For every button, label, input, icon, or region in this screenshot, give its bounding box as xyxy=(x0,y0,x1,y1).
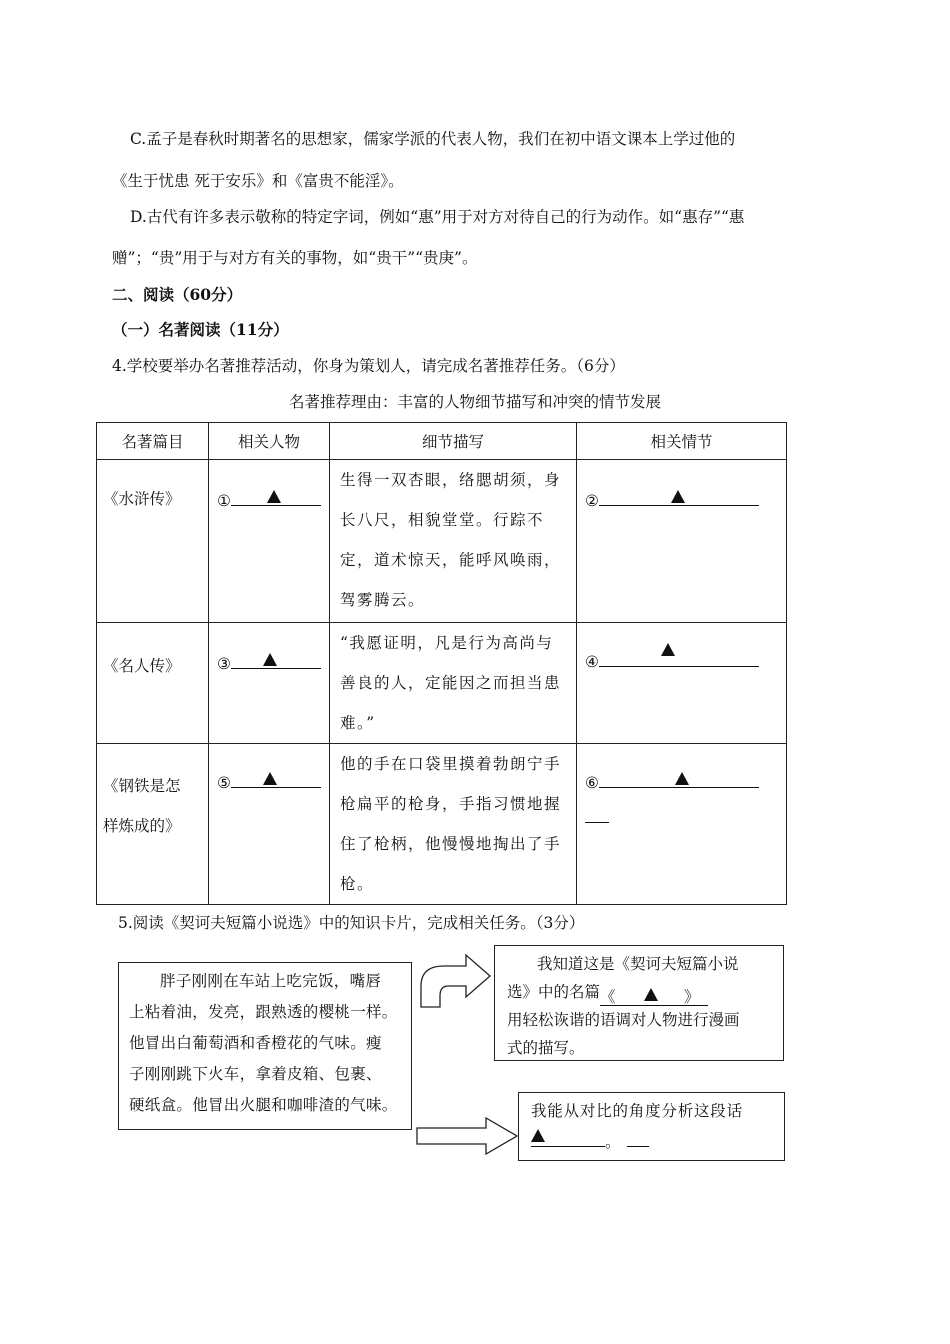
table-row xyxy=(97,460,787,623)
plot-cell xyxy=(577,623,787,744)
option-c-line1: C.孟子是春秋时期著名的思想家，儒家学派的代表人物，我们在初中语文课本上学过他的 xyxy=(130,130,736,148)
detail-line: 长八尺，相貌堂堂。行踪不 xyxy=(340,511,545,529)
triangle-marker-icon xyxy=(644,988,658,1001)
card2-line1: 我能从对比的角度分析这段话 xyxy=(531,1102,743,1120)
blank-number-5: ⑤ xyxy=(217,774,231,792)
triangle-marker-icon xyxy=(263,772,277,785)
card1-line1: 我知道这是《契诃夫短篇小说 xyxy=(537,955,739,973)
detail-line: 生得一双杏眼，络腮胡须，身 xyxy=(340,471,562,489)
passage-line: 上粘着油，发亮，跟熟透的樱桃一样。 xyxy=(129,1003,398,1021)
detail-cell xyxy=(330,744,577,905)
person-cell xyxy=(209,460,330,623)
recommendation-table xyxy=(96,422,787,905)
plot-cell xyxy=(577,744,787,905)
table-header-row xyxy=(97,423,787,460)
blank-number-6: ⑥ xyxy=(585,774,599,792)
section-subheading: （一）名著阅读（11分） xyxy=(112,320,289,339)
knowledge-card-analysis xyxy=(518,1092,785,1161)
book-title: 《名人传》 xyxy=(103,657,181,675)
answer-blank-6-continuation[interactable] xyxy=(585,822,609,823)
triangle-marker-icon xyxy=(263,653,277,666)
book-title-line1: 《钢铁是怎 xyxy=(103,777,181,795)
blank-number-2: ② xyxy=(585,492,599,510)
analysis-blank-tail[interactable] xyxy=(627,1146,649,1147)
detail-line: “我愿证明，凡是行为高尚与 xyxy=(340,634,554,652)
header-plot: 相关情节 xyxy=(577,423,787,460)
book-cell xyxy=(97,744,209,905)
book-cell xyxy=(97,460,209,623)
close-bracket: 》 xyxy=(684,988,700,1006)
plot-cell xyxy=(577,460,787,623)
triangle-marker-icon xyxy=(531,1129,545,1142)
detail-line: 难。” xyxy=(340,714,376,732)
card2-period: 。 xyxy=(605,1133,622,1151)
q4-prompt: 4.学校要举办名著推荐活动，你身为策划人，请完成名著推荐任务。（6分） xyxy=(112,357,625,375)
curved-arrow-icon xyxy=(418,952,494,1012)
passage-line: 胖子刚刚在车站上吃完饭，嘴唇 xyxy=(160,972,382,990)
passage-line: 他冒出白葡萄酒和香橙花的气味。瘦 xyxy=(129,1034,382,1052)
triangle-marker-icon xyxy=(267,490,281,503)
header-book: 名著篇目 xyxy=(97,423,209,460)
answer-blank-1[interactable] xyxy=(231,488,321,506)
detail-line: 驾雾腾云。 xyxy=(340,591,426,609)
answer-blank-2[interactable] xyxy=(599,488,759,506)
open-bracket: 《 xyxy=(600,988,616,1006)
book-title-line2: 样炼成的》 xyxy=(103,817,181,835)
detail-cell xyxy=(330,460,577,623)
detail-line: 枪扁平的枪身，手指习惯地握 xyxy=(340,795,562,813)
detail-line: 住了枪柄，他慢慢地掏出了手 xyxy=(340,835,562,853)
answer-blank-5[interactable] xyxy=(231,770,321,788)
option-d-line2: 赠”；“贵”用于与对方有关的事物，如“贵干”“贵庚”。 xyxy=(112,249,478,267)
header-person: 相关人物 xyxy=(209,423,330,460)
card1-line3: 用轻松诙谐的语调对人物进行漫画 xyxy=(507,1011,740,1029)
q4-caption: 名著推荐理由：丰富的人物细节描写和冲突的情节发展 xyxy=(288,393,661,411)
book-title: 《水浒传》 xyxy=(103,490,181,508)
person-cell xyxy=(209,744,330,905)
book-cell xyxy=(97,623,209,744)
card1-line4: 式的描写。 xyxy=(507,1039,585,1057)
answer-blank-3[interactable] xyxy=(231,651,321,669)
triangle-marker-icon xyxy=(671,490,685,503)
header-detail: 细节描写 xyxy=(330,423,577,460)
blank-number-4: ④ xyxy=(585,653,599,671)
knowledge-card-title xyxy=(494,945,784,1061)
blank-number-1: ① xyxy=(217,492,231,510)
analysis-blank[interactable] xyxy=(531,1126,605,1147)
section-heading: 二、阅读（60分） xyxy=(112,285,243,304)
option-c-line2: 《生于忧患 死于安乐》和《富贵不能淫》。 xyxy=(112,172,404,190)
detail-line: 他的手在口袋里摸着勃朗宁手 xyxy=(340,755,562,773)
passage-line: 硬纸盒。他冒出火腿和咖啡渣的气味。 xyxy=(129,1096,398,1114)
answer-blank-6[interactable] xyxy=(599,770,759,788)
card1-line2: 选》中的名篇 xyxy=(507,983,601,1001)
detail-line: 定，道术惊天，能呼风唤雨， xyxy=(340,551,562,569)
table-row xyxy=(97,744,787,905)
table-row xyxy=(97,623,787,744)
option-d-line1: D.古代有许多表示敬称的特定字词，例如“惠”用于对方对待自己的行为动作。如“惠存”“惠 xyxy=(130,208,745,226)
triangle-marker-icon xyxy=(675,772,689,785)
triangle-marker-icon xyxy=(661,643,675,656)
answer-blank-4[interactable] xyxy=(599,649,759,667)
q5-prompt: 5.阅读《契诃夫短篇小说选》中的知识卡片，完成相关任务。（3分） xyxy=(118,914,585,932)
detail-cell xyxy=(330,623,577,744)
detail-line: 枪。 xyxy=(340,875,375,893)
right-arrow-icon xyxy=(416,1116,520,1156)
story-title-blank[interactable] xyxy=(600,983,708,1006)
passage-box xyxy=(118,962,412,1130)
passage-line: 子刚刚跳下火车，拿着皮箱、包裹、 xyxy=(129,1065,382,1083)
blank-number-3: ③ xyxy=(217,655,231,673)
detail-line: 善良的人，定能因之而担当患 xyxy=(340,674,562,692)
person-cell xyxy=(209,623,330,744)
